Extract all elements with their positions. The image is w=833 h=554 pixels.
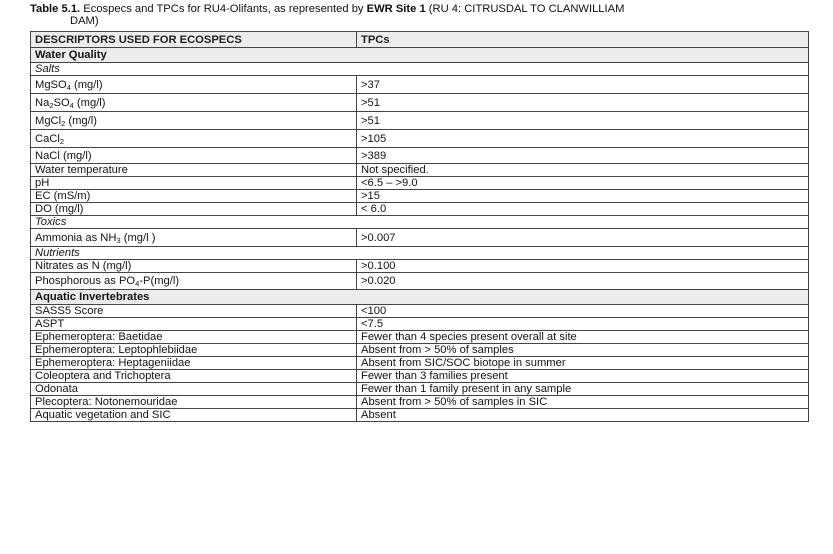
tpc-cell: Fewer than 1 family present in any sample [357, 383, 809, 396]
table-row [31, 260, 809, 273]
tpc-cell: <100 [357, 305, 809, 318]
descriptor-cell: EC (mS/m) [31, 190, 357, 203]
tpc-cell: >0.020 [357, 273, 809, 290]
tpc-cell: < 6.0 [357, 203, 809, 216]
descriptor-cell: pH [31, 177, 357, 190]
descriptor-cell: Plecoptera: Notonemouridae [31, 396, 357, 409]
caption-text-b: (RU 4: CITRUSDAL TO CLANWILLIAM [425, 3, 625, 15]
subsection-row [31, 216, 809, 229]
descriptor-cell: Ephemeroptera: Leptophlebiidae [31, 344, 357, 357]
tpc-cell: Absent from SIC/SOC biotope in summer [357, 357, 809, 370]
table-row [31, 229, 809, 247]
tpc-cell: >15 [357, 190, 809, 203]
header-descriptors: DESCRIPTORS USED FOR ECOSPECS [31, 32, 357, 48]
caption-site: EWR Site 1 [366, 3, 426, 15]
descriptor-cell: MgSO$_4$ (mg/l) [31, 76, 357, 94]
subsection-salts: Salts [31, 63, 809, 76]
table-row [31, 409, 809, 422]
descriptor-cell: Ammonia as $NH_3$ (mg/l ) [31, 229, 357, 247]
subsection-row [31, 247, 809, 260]
table-row [31, 203, 809, 216]
descriptor-cell: ASPT [31, 318, 357, 331]
tpc-cell: Not specified. [357, 164, 809, 177]
subsection-row [31, 63, 809, 76]
tpc-cell: >37 [357, 76, 809, 94]
tpc-cell: <7.5 [357, 318, 809, 331]
descriptor-cell: Aquatic vegetation and SIC [31, 409, 357, 422]
tpc-cell: >105 [357, 130, 809, 148]
tpc-cell: Absent from > 50% of samples [357, 344, 809, 357]
section-aquatic-invertebrates: Aquatic Invertebrates [31, 290, 809, 305]
descriptor-cell: DO (mg/l) [31, 203, 357, 216]
tpc-cell: >51 [357, 94, 809, 112]
tpc-cell: >0.007 [357, 229, 809, 247]
table-row [31, 164, 809, 177]
descriptor-cell: Nitrates as N (mg/l) [31, 260, 357, 273]
descriptor-cell: Coleoptera and Trichoptera [31, 370, 357, 383]
table-row [31, 190, 809, 203]
tpc-cell: <6.5 – >9.0 [357, 177, 809, 190]
table-row [31, 344, 809, 357]
table-row [31, 383, 809, 396]
table-row [31, 396, 809, 409]
descriptor-cell: MgCl$_2$ (mg/l) [31, 112, 357, 130]
table-row [31, 357, 809, 370]
table-row [31, 305, 809, 318]
descriptor-cell: Odonata [31, 383, 357, 396]
tpc-cell: >389 [357, 148, 809, 164]
caption-text-a: Ecospecs and TPCs for RU4-Olifants, as represented by [80, 3, 367, 15]
tpc-cell: Absent from > 50% of samples in SIC [357, 396, 809, 409]
table-row [31, 273, 809, 290]
tpc-cell: Fewer than 3 families present [357, 370, 809, 383]
table-row [31, 177, 809, 190]
table-row [31, 112, 809, 130]
tpc-cell: >51 [357, 112, 809, 130]
descriptor-cell: $Na_2SO_4$ (mg/l) [31, 94, 357, 112]
descriptor-cell: Ephemeroptera: Baetidae [31, 331, 357, 344]
table-row [31, 318, 809, 331]
tpc-cell: Absent [357, 409, 809, 422]
subsection-nutrients: Nutrients [31, 247, 809, 260]
tpc-cell: >0.100 [357, 260, 809, 273]
table-row [31, 331, 809, 344]
descriptor-cell: SASS5 Score [31, 305, 357, 318]
caption-label: Table 5.1. [30, 3, 81, 15]
descriptor-cell: Phosphorous as $PO_4-P(mg/l)$ [31, 273, 357, 290]
descriptor-cell: Water temperature [31, 164, 357, 177]
descriptor-cell: CaCl$_2$ [31, 130, 357, 148]
section-row [31, 290, 809, 305]
tpc-cell: Fewer than 4 species present overall at site [357, 331, 809, 344]
header-tpcs: TPCs [357, 32, 809, 48]
caption-line2: DAM) [70, 15, 99, 27]
descriptor-cell: NaCl (mg/l) [31, 148, 357, 164]
table-row [31, 370, 809, 383]
descriptor-cell: Ephemeroptera: Heptageniidae [31, 357, 357, 370]
subsection-toxics: Toxics [31, 216, 809, 229]
table-row [31, 148, 809, 164]
table-row [31, 130, 809, 148]
table-caption [30, 3, 810, 27]
table-row [31, 76, 809, 94]
section-water-quality: Water Quality [31, 48, 809, 63]
header-row [31, 32, 809, 48]
ecospecs-table [30, 31, 809, 422]
section-row [31, 48, 809, 63]
table-row [31, 94, 809, 112]
